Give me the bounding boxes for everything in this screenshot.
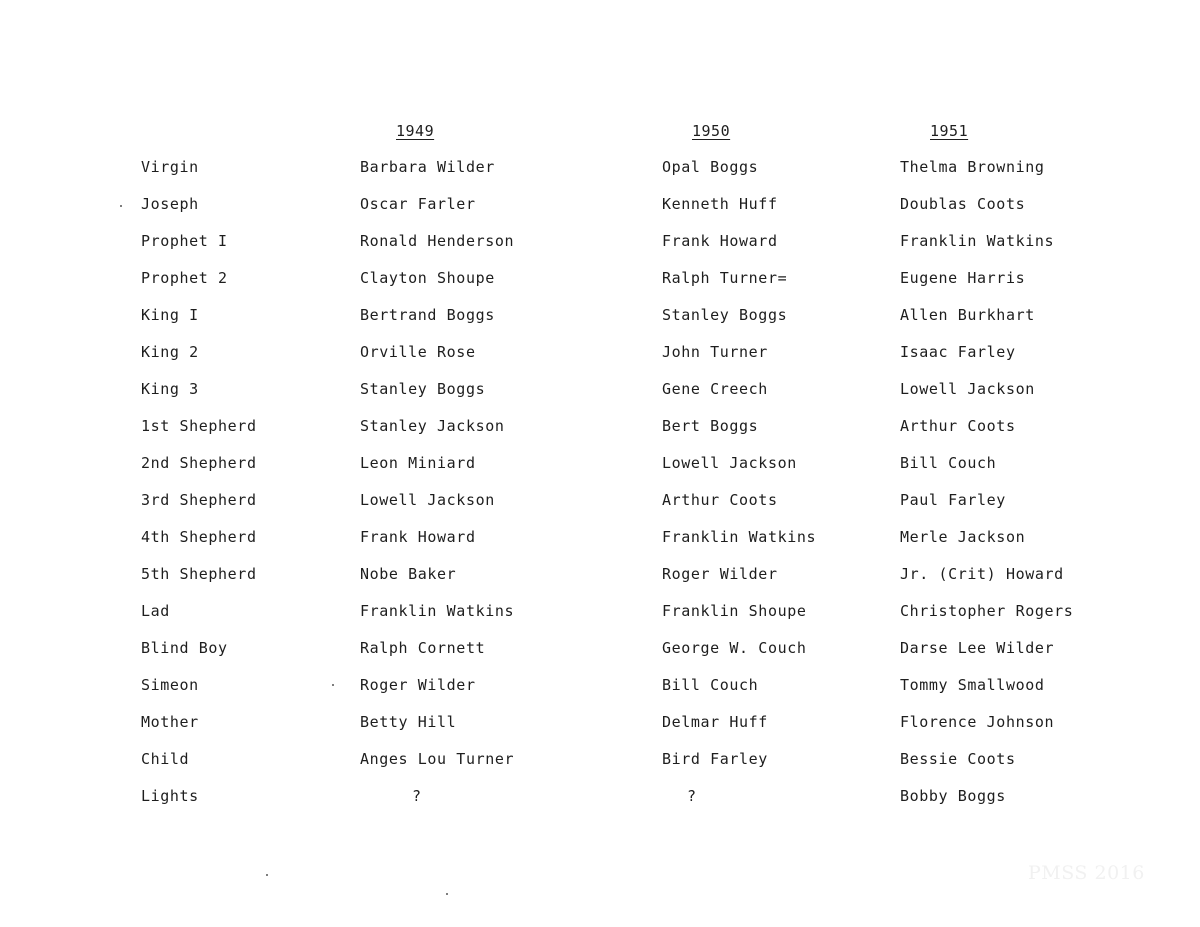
cast-1951: Paul Farley — [900, 491, 1006, 509]
cast-1950: Franklin Watkins — [662, 528, 817, 546]
table-row — [0, 676, 1200, 696]
cast-1951: Christopher Rogers — [900, 602, 1074, 620]
cast-1949: Stanley Boggs — [360, 380, 486, 398]
watermark: PMSS 2016 — [1028, 862, 1145, 884]
role-name: King 3 — [141, 380, 199, 398]
cast-1951: Thelma Browning — [900, 158, 1045, 176]
table-row — [0, 269, 1200, 289]
cast-1950: Roger Wilder — [662, 565, 778, 583]
table-row — [0, 417, 1200, 437]
role-name: Child — [141, 750, 190, 768]
paper-speck — [332, 684, 334, 686]
cast-1951: Bessie Coots — [900, 750, 1016, 768]
role-name: King I — [141, 306, 199, 324]
table-row — [0, 491, 1200, 511]
cast-1950: Delmar Huff — [662, 713, 768, 731]
cast-1949: Ronald Henderson — [360, 232, 515, 250]
cast-1950: George W. Couch — [662, 639, 807, 657]
cast-1950: Arthur Coots — [662, 491, 778, 509]
cast-1951: Eugene Harris — [900, 269, 1026, 287]
role-name: Blind Boy — [141, 639, 228, 657]
role-name: 4th Shepherd — [141, 528, 257, 546]
cast-1950: Bill Couch — [662, 676, 759, 694]
role-name: Lights — [141, 787, 199, 805]
cast-1950: Kenneth Huff — [662, 195, 778, 213]
table-row — [0, 565, 1200, 585]
cast-1949: Lowell Jackson — [360, 491, 495, 509]
role-name: 1st Shepherd — [141, 417, 257, 435]
role-name: Joseph — [141, 195, 199, 213]
paper-speck — [120, 205, 122, 207]
cast-1950: Stanley Boggs — [662, 306, 788, 324]
table-row — [0, 750, 1200, 770]
table-row — [0, 343, 1200, 363]
table-row — [0, 639, 1200, 659]
cast-1949: ? — [412, 787, 422, 805]
year-header-1951: 1951 — [930, 122, 969, 140]
cast-1950: ? — [687, 787, 697, 805]
cast-1951: Isaac Farley — [900, 343, 1016, 361]
paper-speck — [266, 874, 268, 876]
cast-1951: Doublas Coots — [900, 195, 1026, 213]
role-name: 3rd Shepherd — [141, 491, 257, 509]
cast-1950: Lowell Jackson — [662, 454, 797, 472]
cast-1949: Oscar Farler — [360, 195, 476, 213]
cast-1949: Orville Rose — [360, 343, 476, 361]
year-header-1950: 1950 — [692, 122, 731, 140]
cast-1951: Bill Couch — [900, 454, 997, 472]
cast-1950: Ralph Turner= — [662, 269, 788, 287]
cast-1951: Tommy Smallwood — [900, 676, 1045, 694]
table-row — [0, 232, 1200, 252]
cast-1949: Bertrand Boggs — [360, 306, 495, 324]
table-row — [0, 713, 1200, 733]
cast-1949: Frank Howard — [360, 528, 476, 546]
role-name: Lad — [141, 602, 170, 620]
cast-1951: Merle Jackson — [900, 528, 1026, 546]
cast-1951: Arthur Coots — [900, 417, 1016, 435]
cast-1949: Betty Hill — [360, 713, 457, 731]
table-row — [0, 602, 1200, 622]
role-name: Prophet I — [141, 232, 228, 250]
cast-1949: Anges Lou Turner — [360, 750, 515, 768]
cast-1949: Nobe Baker — [360, 565, 457, 583]
cast-1950: Franklin Shoupe — [662, 602, 807, 620]
role-name: 5th Shepherd — [141, 565, 257, 583]
cast-1949: Roger Wilder — [360, 676, 476, 694]
cast-1951: Florence Johnson — [900, 713, 1055, 731]
role-name: Prophet 2 — [141, 269, 228, 287]
cast-1950: Gene Creech — [662, 380, 768, 398]
table-row — [0, 787, 1200, 807]
cast-1951: Bobby Boggs — [900, 787, 1006, 805]
role-name: 2nd Shepherd — [141, 454, 257, 472]
table-row — [0, 306, 1200, 326]
cast-1949: Clayton Shoupe — [360, 269, 495, 287]
table-row — [0, 528, 1200, 548]
year-header-1949: 1949 — [396, 122, 435, 140]
cast-1949: Stanley Jackson — [360, 417, 505, 435]
cast-1951: Lowell Jackson — [900, 380, 1035, 398]
cast-1950: Bird Farley — [662, 750, 768, 768]
role-name: King 2 — [141, 343, 199, 361]
role-name: Virgin — [141, 158, 199, 176]
table-row — [0, 158, 1200, 178]
cast-1951: Darse Lee Wilder — [900, 639, 1055, 657]
cast-1949: Franklin Watkins — [360, 602, 515, 620]
table-row — [0, 380, 1200, 400]
cast-1951: Allen Burkhart — [900, 306, 1035, 324]
role-name: Simeon — [141, 676, 199, 694]
cast-1950: Opal Boggs — [662, 158, 759, 176]
cast-1951: Franklin Watkins — [900, 232, 1055, 250]
cast-1950: Bert Boggs — [662, 417, 759, 435]
cast-1950: John Turner — [662, 343, 768, 361]
paper-speck — [446, 893, 448, 895]
role-name: Mother — [141, 713, 199, 731]
cast-1950: Frank Howard — [662, 232, 778, 250]
cast-1949: Ralph Cornett — [360, 639, 486, 657]
table-row — [0, 454, 1200, 474]
cast-1949: Leon Miniard — [360, 454, 476, 472]
cast-1949: Barbara Wilder — [360, 158, 495, 176]
table-row — [0, 195, 1200, 215]
cast-1951: Jr. (Crit) Howard — [900, 565, 1064, 583]
